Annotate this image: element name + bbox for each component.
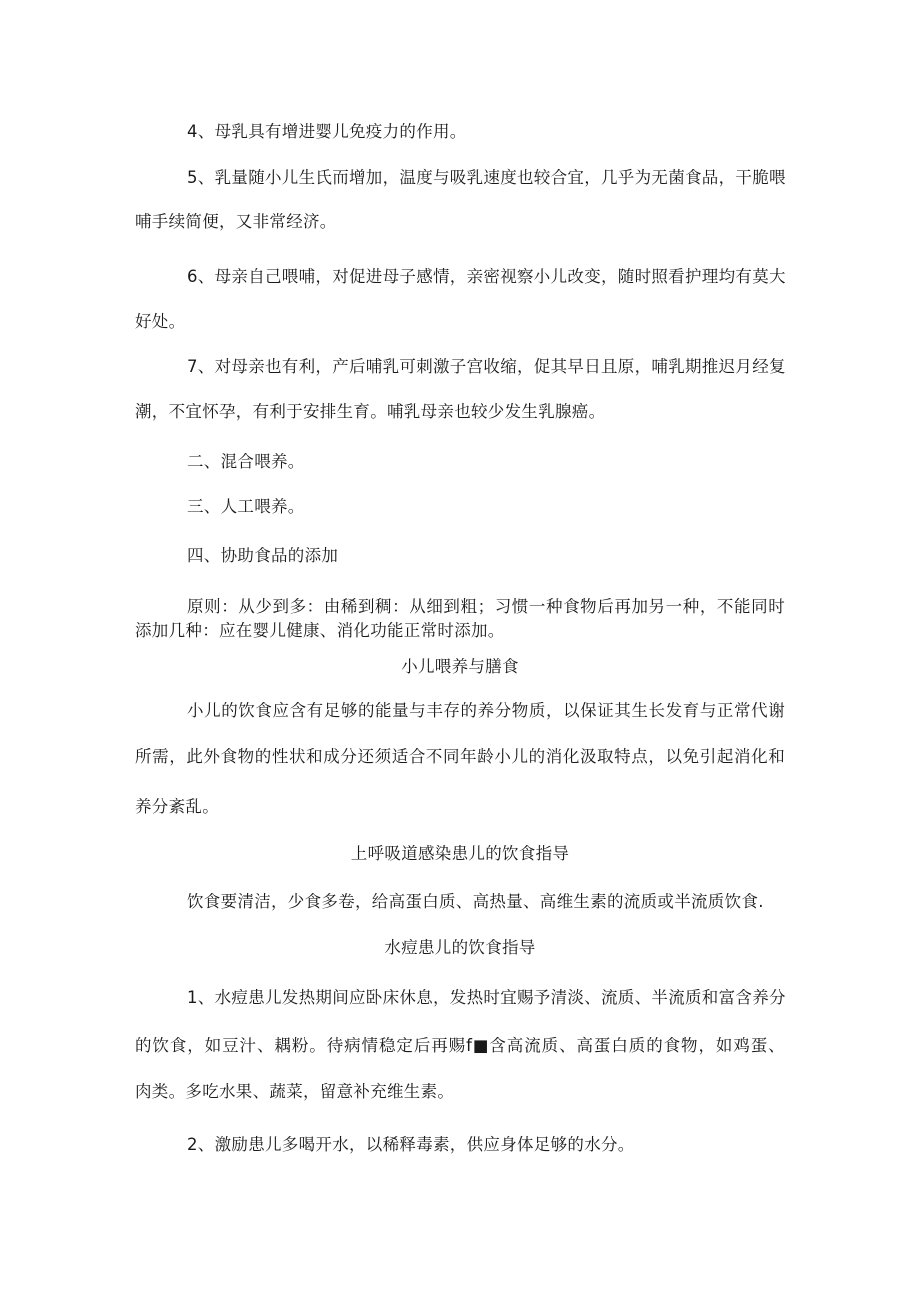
paragraph-item-7-line-2: 潮，不宜怀孕，有利于安排生育。哺乳母亲也较少发生乳腺癌。 bbox=[135, 402, 606, 421]
varicella-item-1-line-3: 肉类。多吃水果、蔬菜，留意补充维生素。 bbox=[135, 1082, 455, 1101]
section-artificial-feeding: 三、人工喂养。 bbox=[187, 497, 305, 516]
paragraph-item-4: 4、母乳具有增进婴儿免疫力的作用。 bbox=[187, 122, 467, 141]
paragraph-item-5-line-2: 哺手续简便，又非常经济。 bbox=[135, 212, 337, 231]
diet-line-2: 所需，此外食物的性状和成分还须适合不同年龄小儿的消化汲取特点，以免引起消化和 bbox=[135, 747, 785, 766]
paragraph-item-6-line-2: 好处。 bbox=[135, 312, 186, 331]
heading-varicella-diet: 水痘患儿的饮食指导 bbox=[384, 938, 536, 957]
diet-line-1: 小儿的饮食应含有足够的能量与丰存的养分物质，以保证其生长发育与正常代谢 bbox=[187, 701, 785, 720]
varicella-item-2: 2、激励患儿多喝开水，以稀释毒素，供应身体足够的水分。 bbox=[187, 1135, 635, 1154]
heading-child-diet: 小儿喂养与膳食 bbox=[401, 657, 519, 676]
section-supplementary-food: 四、协助食品的添加 bbox=[187, 546, 339, 565]
section-mixed-feeding: 二、混合喂养。 bbox=[187, 452, 305, 471]
varicella-item-1-line-1: 1、水痘患儿发热期间应卧床休息，发热时宜赐予清淡、流质、半流质和富含养分 bbox=[187, 988, 786, 1007]
principle-line-2: 添加几种：应在婴儿健康、消化功能正常时添加。 bbox=[135, 621, 505, 640]
paragraph-item-5-line-1: 5、乳量随小儿生氏而增加，温度与吸乳速度也较合宜，几乎为无菌食品，干脆喂 bbox=[187, 168, 786, 187]
paragraph-item-6-line-1: 6、母亲自己喂哺，对促进母子感情，亲密视察小儿改变，随时照看护理均有莫大 bbox=[187, 267, 786, 286]
paragraph-item-7-line-1: 7、对母亲也有利，产后哺乳可刺激子宫收缩，促其早日且原，哺乳期推迟月经复 bbox=[187, 357, 786, 376]
uri-diet-text: 饮食要清洁，少食多卷，给高蛋白质、高热量、高维生素的流质或半流质饮食. bbox=[187, 892, 764, 911]
principle-line-1: 原则：从少到多：由稀到稠：从细到粗；习惯一种食物后再加另一种，不能同时 bbox=[187, 597, 785, 616]
diet-line-3: 养分紊乱。 bbox=[135, 797, 219, 816]
varicella-item-1-line-2: 的饮食，如豆汁、耦粉。待病情稳定后再赐f■含高流质、高蛋白质的食物，如鸡蛋、 bbox=[135, 1036, 785, 1055]
heading-uri-diet: 上呼吸道感染患儿的饮食指导 bbox=[350, 844, 570, 863]
